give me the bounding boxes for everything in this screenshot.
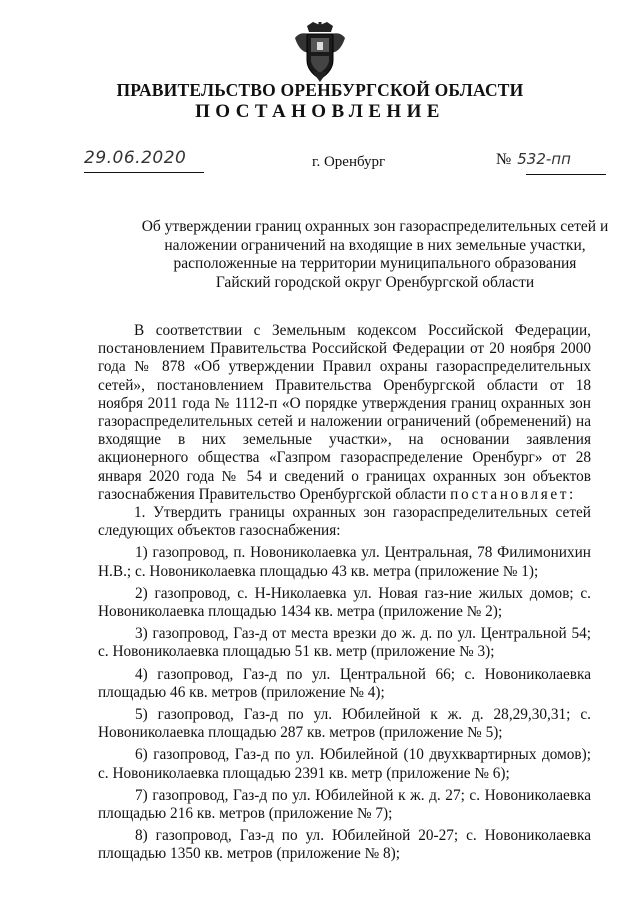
subject-line: расположенные на территории муниципального образования xyxy=(173,255,577,272)
intro-text: В соответствии с Земельным кодексом Российской Федерации, постановлением Правительства Российской Федерации от 20 ноября 2000 года № 878 «Об утверждении Правил охраны газораспределительных сетей», постановлением Правительства Оренбургской области от 18 ноября 2011 года № 1112-п «О порядке утверждения границ охранных зон газораспределительных сетей и наложении ограничений (обременений) на входящие в них земельные участки», на основании заявления акционерного общества «Газпром газораспределение Оренбург» от 28 января 2020 года № 54 и сведений о границах охранных зон объектов газоснабжения Правительство Оренбургской области xyxy=(98,322,591,503)
document-body xyxy=(98,322,591,868)
subject-line: наложении ограничений на входящие в них земельные участки, xyxy=(164,236,586,254)
list-item: 7) газопровод, Газ-д по ул. Юбилейной к ж. д. 27; с. Новониколаевка площадью 216 кв. метров (приложение № 7); xyxy=(98,786,591,823)
decree-word: постановляет: xyxy=(450,485,576,503)
date-field xyxy=(84,148,204,168)
number-label: № xyxy=(496,151,512,168)
point-1: 1. Утвердить границы охранных зон газораспределительных сетей следующих объектов газоснабжения: xyxy=(98,504,591,540)
meta-row xyxy=(0,148,640,178)
number-field xyxy=(496,150,606,169)
city: г. Оренбург xyxy=(312,154,386,170)
list-item: 5) газопровод, Газ-д по ул. Юбилейной к ж. д. 28,29,30,31; с. Новониколаевка площадью 287 кв. метров (приложение № 5); xyxy=(98,706,591,742)
list-item: 3) газопровод, Газ-д от места врезки до ж. д. по ул. Центральной 54; с. Новониколаевка площадью 51 кв. метр (приложение № 3); xyxy=(98,625,591,661)
document-subject xyxy=(125,218,625,292)
number-value: 532-пп xyxy=(517,150,571,168)
document-type: ПОСТАНОВЛЕНИЕ xyxy=(195,101,445,122)
list-item: 4) газопровод, Газ-д по ул. Центральной 66; с. Новониколаевка площадью 46 кв. метров (приложение № 4); xyxy=(98,665,591,701)
intro-paragraph xyxy=(98,322,591,504)
coat-of-arms-icon xyxy=(293,22,347,82)
list-item: 2) газопровод, с. Н-Николаевка ул. Новая газ-ние жилых домов; с. Новониколаевка площадью 1434 кв. метра (приложение № 2); xyxy=(98,584,591,621)
subject-line: Гайский городской округ Оренбургской области xyxy=(215,273,535,291)
date-underline xyxy=(84,172,204,173)
subject-line: Об утверждении границ охранных зон газораспределительных сетей и xyxy=(141,218,609,235)
government-title: ПРАВИТЕЛЬСТВО ОРЕНБУРГСКОЙ ОБЛАСТИ xyxy=(116,80,524,100)
list-item: 6) газопровод, Газ-д по ул. Юбилейной (10 двухквартирных домов); с. Новониколаевка площадью 2391 кв. метр (приложение № 6); xyxy=(98,746,591,782)
date-value: 29.06.2020 xyxy=(84,148,187,168)
number-underline xyxy=(526,174,606,175)
list-item: 8) газопровод, Газ-д по ул. Юбилейной 20-27; с. Новониколаевка площадью 1350 кв. метров (приложение № 8); xyxy=(98,827,591,863)
list-item: 1) газопровод, п. Новониколаевка ул. Центральная, 78 Филимонихин Н.В.; с. Новониколаевка площадью 43 кв. метра (приложение № 1); xyxy=(98,544,591,580)
